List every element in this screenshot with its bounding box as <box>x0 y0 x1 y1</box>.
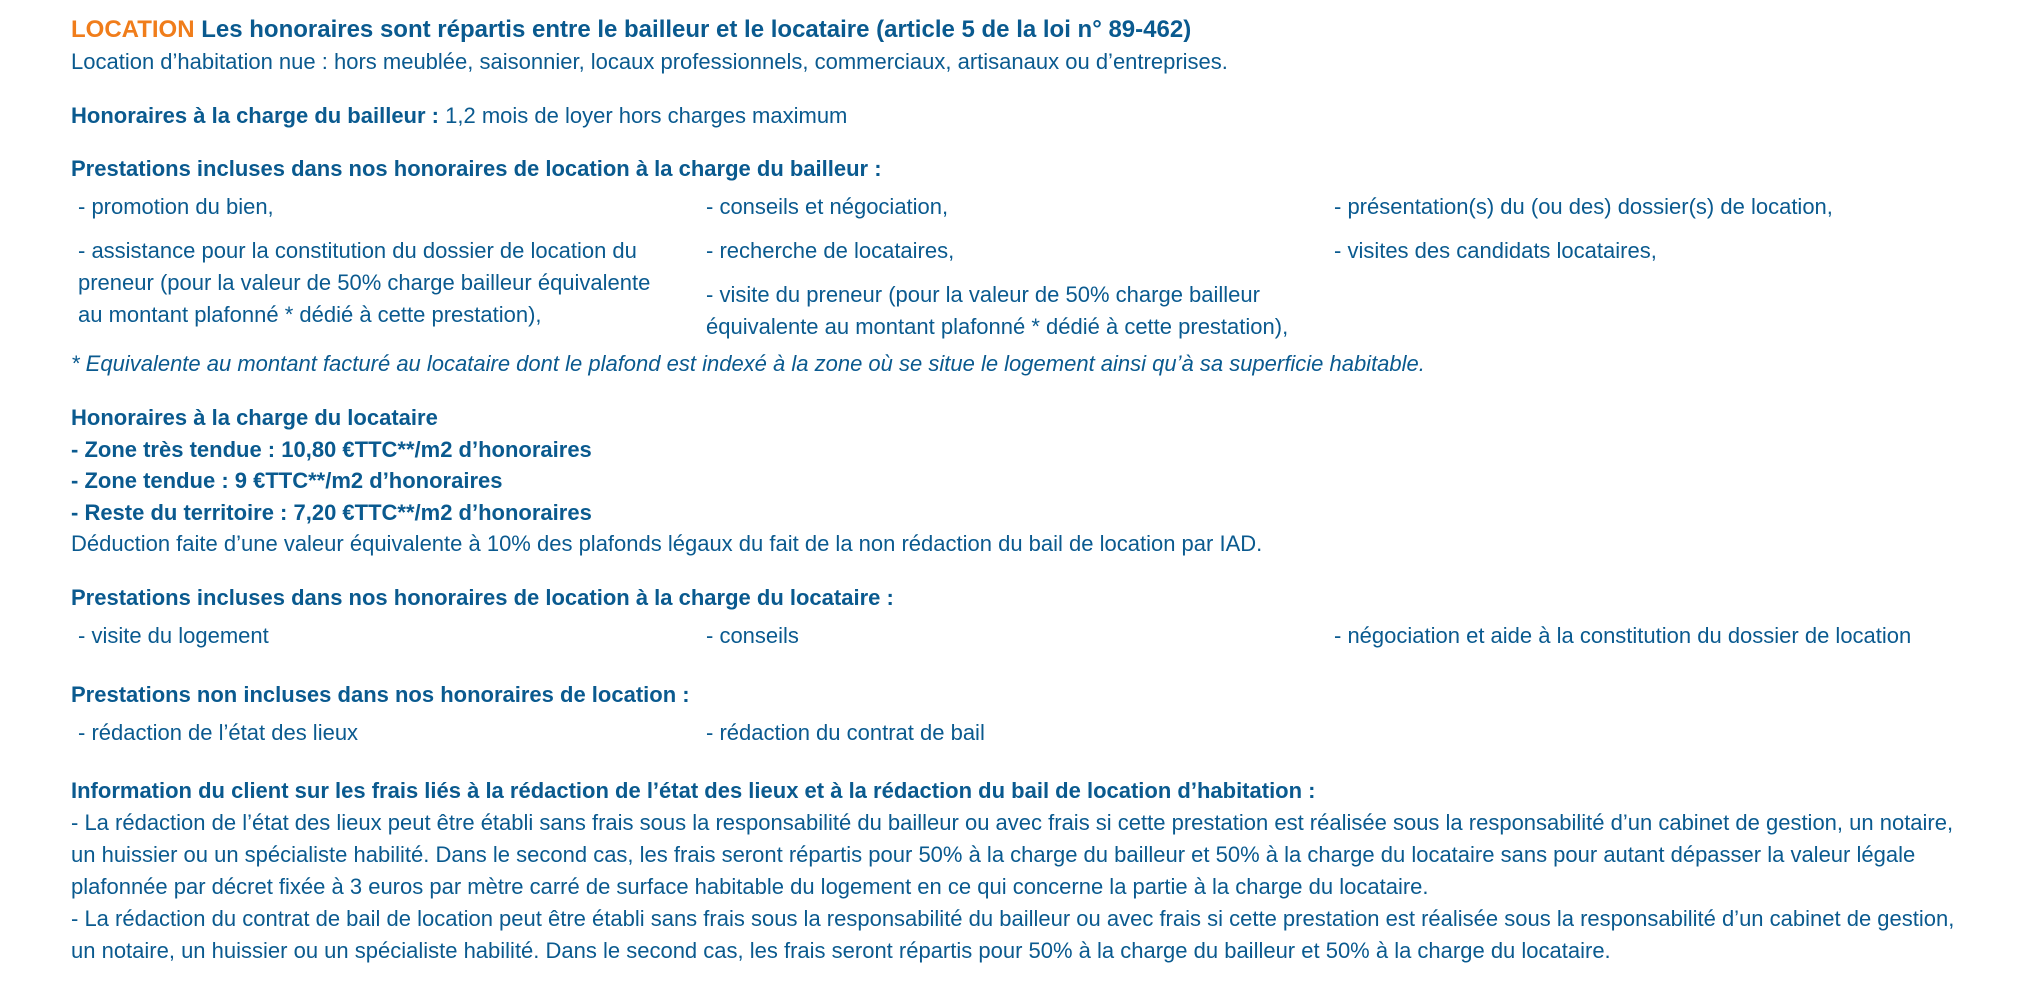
non-incluses-heading: Prestations non incluses dans nos honoraires de location : <box>71 682 690 707</box>
bailleur-fee-label: Honoraires à la charge du bailleur : <box>71 103 439 128</box>
bailleur-item: - assistance pour la constitution du dossier de location du <box>78 238 637 263</box>
plafond-footnote: * Equivalente au montant facturé au locataire dont le plafond est indexé à la zone où se situe le logement ainsi qu’à sa superficie habitable. <box>71 351 1425 376</box>
bailleur-fee-value: 1,2 mois de loyer hors charges maximum <box>445 103 848 128</box>
locataire-item: - conseils <box>706 623 799 648</box>
locataire-item: - visite du logement <box>78 623 269 648</box>
prestations-locataire-heading: Prestations incluses dans nos honoraires de location à la charge du locataire : <box>71 585 894 610</box>
zone-fee-line: - Zone très tendue : 10,80 €TTC**/m2 d’honoraires <box>71 437 592 462</box>
locataire-item: - négociation et aide à la constitution du dossier de location <box>1334 623 1912 648</box>
bailleur-item: équivalente au montant plafonné * dédié à cette prestation), <box>706 314 1289 339</box>
bailleur-item: - présentation(s) du (ou des) dossier(s) de location, <box>1334 194 1833 219</box>
information-paragraph-etat-des-lieux: - La rédaction de l’état des lieux peut être établi sans frais sous la responsabilité du bailleur ou avec frais si cette prestation est réalisée sous la responsabilité d’un cabinet de gestion, un notaire, un huissier ou un spécialiste habilité. Dans le second cas, les frais seront répartis pour 50% à la charge du bailleur et 50% à la charge du locataire sans pour autant dépasser la valeur légale plafonnée par décret fixée à 3 euros par mètre carré de surface habitable du logement en ce qui concerne la partie à la charge du locataire. <box>71 810 1954 899</box>
document-subtitle: Location d’habitation nue : hors meublée, saisonnier, locaux professionnels, commerciaux, artisanaux ou d’entreprises. <box>71 49 1228 74</box>
bailleur-fee-line <box>71 100 847 132</box>
bailleur-item: - promotion du bien, <box>78 194 274 219</box>
bailleur-item: - conseils et négociation, <box>706 194 949 219</box>
prestations-bailleur-heading: Prestations incluses dans nos honoraires de location à la charge du bailleur : <box>71 156 882 181</box>
bailleur-item: - recherche de locataires, <box>706 238 955 263</box>
information-heading: Information du client sur les frais liés à la rédaction de l’état des lieux et à la rédaction du bail de location d’habitation : <box>71 778 1316 803</box>
non-incluse-item: - rédaction du contrat de bail <box>706 720 985 745</box>
zone-fee-line: - Zone tendue : 9 €TTC**/m2 d’honoraires <box>71 468 503 493</box>
title-text: Les honoraires sont répartis entre le bailleur et le locataire (article 5 de la loi n° 89-462) <box>201 16 1192 43</box>
zone-fee-line: - Reste du territoire : 7,20 €TTC**/m2 d’honoraires <box>71 500 592 525</box>
locataire-fee-heading: Honoraires à la charge du locataire <box>71 405 438 430</box>
bailleur-item: - visite du preneur (pour la valeur de 50% charge bailleur <box>706 282 1260 307</box>
document-title <box>71 14 1191 46</box>
location-keyword: LOCATION <box>71 16 195 43</box>
bailleur-item: preneur (pour la valeur de 50% charge bailleur équivalente <box>78 270 651 295</box>
non-incluse-item: - rédaction de l’état des lieux <box>78 720 359 745</box>
bailleur-item: au montant plafonné * dédié à cette prestation), <box>78 302 542 327</box>
information-paragraph-bail: - La rédaction du contrat de bail de location peut être établi sans frais sous la responsabilité du bailleur ou avec frais si cette prestation est réalisée sous la responsabilité d’un cabinet de gestion, un notaire, un huissier ou un spécialiste habilité. Dans le second cas, les frais seront répartis pour 50% à la charge du bailleur et 50% à la charge du locataire. <box>71 906 1955 963</box>
deduction-note: Déduction faite d’une valeur équivalente à 10% des plafonds légaux du fait de la non rédaction du bail de location par IAD. <box>71 531 1263 556</box>
bailleur-item: - visites des candidats locataires, <box>1334 238 1657 263</box>
